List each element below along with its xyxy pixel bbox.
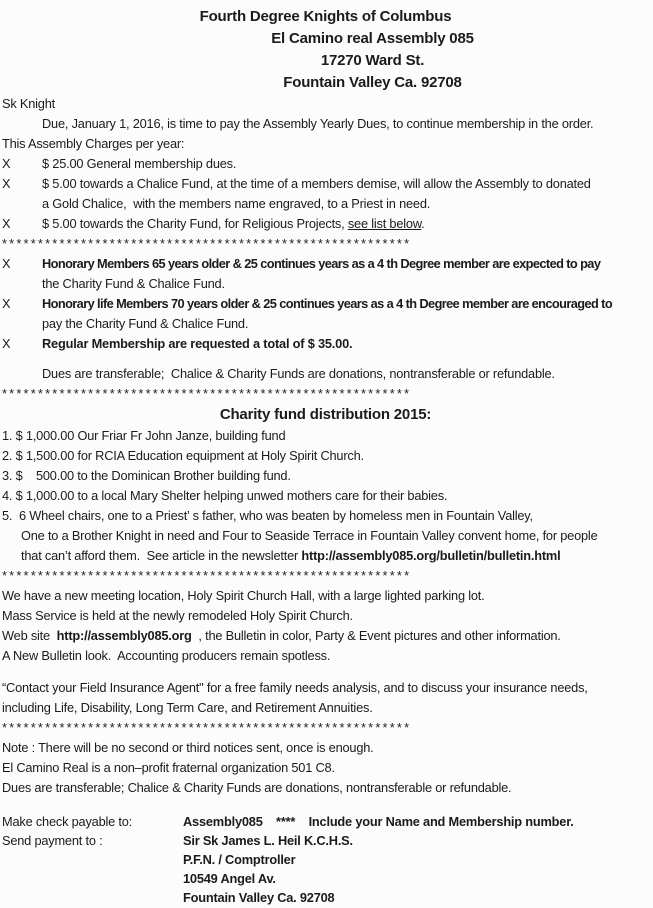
item-marker: X bbox=[2, 296, 11, 311]
city-state-zip: Fountain Valley Ca. 92708 bbox=[283, 74, 462, 91]
charity-item-5-cont-2: that can’t afford them. See article in the newsletter http://assembly085.org/bulletin/bulletin.html bbox=[21, 548, 561, 563]
charges-item-dues bbox=[2, 154, 649, 174]
notice-line: Note : There will be no second or third notices sent, once is enough. bbox=[2, 740, 374, 755]
regular-membership-item bbox=[2, 334, 649, 354]
insurance-line-1: “Contact your Field Insurance Agent" for a free family needs analysis, and to discuss your insurance needs, bbox=[2, 680, 588, 695]
item-marker: X bbox=[2, 256, 11, 271]
transferable-note-2: Dues are transferable; Chalice & Charity Funds are donations, nontransferable or refundable. bbox=[2, 780, 512, 795]
honorary-life-members-cont: pay the Charity Fund & Chalice Fund. bbox=[42, 316, 249, 331]
item-marker: X bbox=[2, 336, 11, 351]
website-url: http://assembly085.org bbox=[56, 628, 192, 643]
honorary-members-text: Honorary Members 65 years older & 25 continues years as a 4 th Degree member are expected to pay bbox=[42, 256, 601, 271]
asterisk-divider: ********************************************************* bbox=[2, 386, 412, 401]
website-line: Web site http://assembly085.org , the Bulletin in color, Party & Event pictures and other information. bbox=[2, 628, 561, 643]
asterisk-divider: ********************************************************* bbox=[2, 720, 412, 735]
item-marker: X bbox=[2, 156, 11, 171]
bulletin-look-line: A New Bulletin look. Accounting producers remain spotless. bbox=[2, 648, 331, 663]
recipient-city-row bbox=[2, 888, 649, 907]
asterisk-divider: ********************************************************* bbox=[2, 236, 412, 251]
recipient-title: P.F.N. / Comptroller bbox=[183, 852, 296, 867]
spacer bbox=[2, 666, 649, 678]
send-payment-label: Send payment to : bbox=[2, 833, 103, 848]
item-marker: X bbox=[2, 216, 11, 231]
recipient-city: Fountain Valley Ca. 92708 bbox=[183, 890, 335, 905]
salutation: Sk Knight bbox=[2, 96, 55, 111]
charges-item-chalice-cont: a Gold Chalice, with the members name engraved, to a Priest in need. bbox=[42, 196, 431, 211]
empty-label bbox=[2, 888, 183, 907]
charges-item-chalice bbox=[2, 174, 649, 194]
charity-item-2: 2. $ 1,500.00 for RCIA Education equipment at Holy Spirit Church. bbox=[2, 448, 364, 463]
check-payable-row bbox=[2, 812, 649, 831]
charges-item-dues-text: $ 25.00 General membership dues. bbox=[42, 156, 237, 171]
nonprofit-line: El Camino Real is a non–profit fraternal organization 501 C8. bbox=[2, 760, 335, 775]
honorary-members-item bbox=[2, 254, 649, 274]
charges-item-charity-text: $ 5.00 towards the Charity Fund, for Religious Projects, see list below. bbox=[42, 216, 425, 231]
meeting-location-line: We have a new meeting location, Holy Spirit Church Hall, with a large lighted parking lot. bbox=[2, 588, 485, 603]
charges-item-charity bbox=[2, 214, 649, 234]
see-list-below-link: see list below bbox=[347, 216, 422, 231]
recipient-street-row bbox=[2, 869, 649, 888]
honorary-life-members-text: Honorary life Members 70 years older & 25 continues years as a 4 th Degree member are encouraged to bbox=[42, 296, 613, 311]
asterisk-divider: ********************************************************* bbox=[2, 568, 412, 583]
item-marker: X bbox=[2, 176, 11, 191]
charity-item-4: 4. $ 1,000.00 to a local Mary Shelter helping unwed mothers care for their babies. bbox=[2, 488, 448, 503]
charity-distribution-heading: Charity fund distribution 2015: bbox=[219, 406, 432, 423]
check-payable-value: Assembly085 **** Include your Name and Membership number. bbox=[183, 814, 574, 829]
recipient-name: Sir Sk James L. Heil K.C.H.S. bbox=[183, 833, 353, 848]
honorary-life-members-item bbox=[2, 294, 649, 314]
charity-item-5-cont-1: One to a Brother Knight in need and Four to Seaside Terrace in Fountain Valley convent home, for people bbox=[21, 528, 598, 543]
regular-membership-text: Regular Membership are requested a total of $ 35.00. bbox=[42, 336, 353, 351]
transferable-note: Dues are transferable; Chalice & Charity Funds are donations, nontransferable or refundable. bbox=[42, 366, 555, 381]
empty-label bbox=[2, 869, 183, 888]
spacer bbox=[2, 354, 649, 364]
check-payable-label: Make check payable to: bbox=[2, 814, 133, 829]
dues-intro-line: Due, January 1, 2016, is time to pay the Assembly Yearly Dues, to continue membership in the order. bbox=[42, 116, 594, 131]
honorary-members-cont: the Charity Fund & Chalice Fund. bbox=[42, 276, 225, 291]
charity-item-1: 1. $ 1,000.00 Our Friar Fr John Janze, building fund bbox=[2, 428, 286, 443]
org-name: Fourth Degree Knights of Columbus bbox=[199, 8, 452, 25]
charity-item-5: 5. 6 Wheel chairs, one to a Priest’ s father, who was beaten by homeless men in Fountain Valley, bbox=[2, 508, 533, 523]
charges-item-chalice-text: $ 5.00 towards a Chalice Fund, at the time of a members demise, will allow the Assembly to donated bbox=[42, 176, 591, 191]
spacer bbox=[2, 798, 649, 812]
charges-intro-line: This Assembly Charges per year: bbox=[2, 136, 185, 151]
recipient-street: 10549 Angel Av. bbox=[183, 871, 276, 886]
charity-item-3: 3. $ 500.00 to the Dominican Brother building fund. bbox=[2, 468, 291, 483]
bulletin-url: http://assembly085.org/bulletin/bulletin.html bbox=[301, 548, 561, 563]
insurance-line-2: including Life, Disability, Long Term Care, and Retirement Annuities. bbox=[2, 700, 373, 715]
recipient-title-row bbox=[2, 850, 649, 869]
assembly-name: El Camino real Assembly 085 bbox=[271, 30, 474, 47]
mass-service-line: Mass Service is held at the newly remodeled Holy Spirit Church. bbox=[2, 608, 353, 623]
street-address: 17270 Ward St. bbox=[320, 52, 425, 69]
send-payment-row bbox=[2, 831, 649, 850]
empty-label bbox=[2, 850, 183, 869]
